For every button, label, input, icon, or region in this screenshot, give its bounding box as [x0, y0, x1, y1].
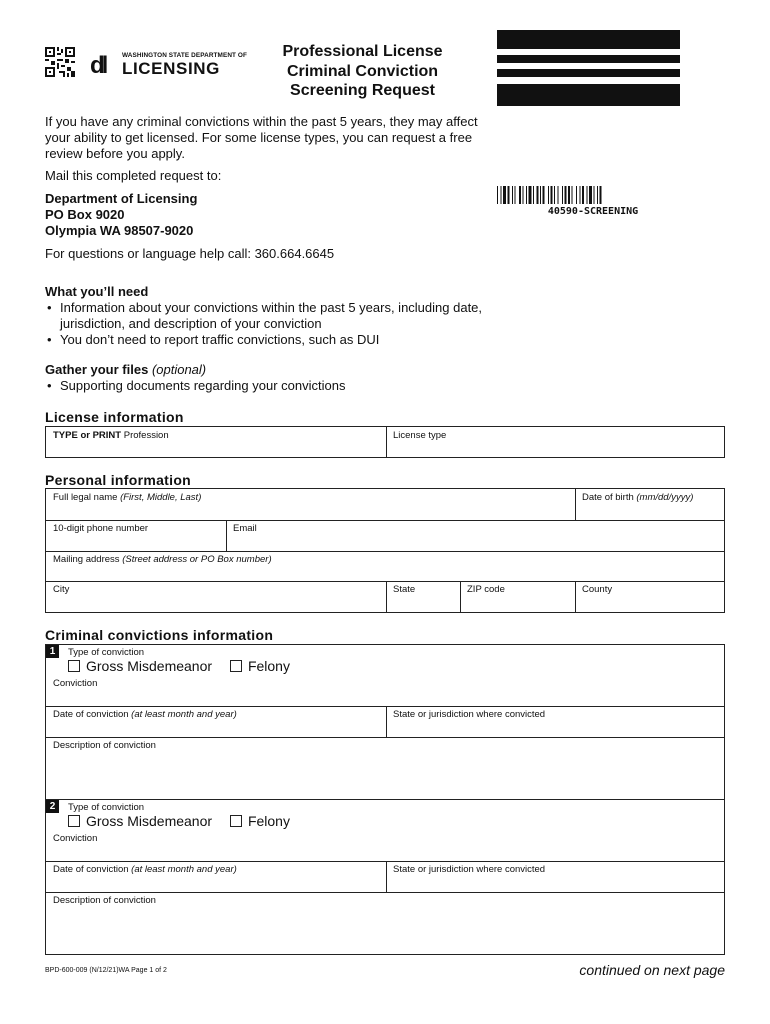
- mail-to-label: Mail this completed request to:: [45, 168, 222, 183]
- form-code: BPD-600-009 (N/12/21)WA Page 1 of 2: [45, 967, 167, 974]
- conviction-field[interactable]: [46, 675, 724, 706]
- conviction-type-options: [68, 658, 304, 674]
- conviction-label: Conviction: [53, 833, 98, 844]
- conviction-date-label: Date of conviction: [53, 709, 129, 720]
- state-field[interactable]: [386, 581, 460, 612]
- title-line-1: Professional License: [282, 43, 443, 60]
- conviction-description-label: Description of conviction: [53, 895, 156, 906]
- profession-label: Profession: [121, 430, 169, 441]
- dol-logo: [90, 50, 248, 79]
- convictions-table: [45, 644, 725, 955]
- conviction-type-label: Type of conviction: [68, 802, 145, 813]
- zip-field[interactable]: [460, 581, 575, 612]
- what-you-need-heading: What you’ll need: [45, 284, 149, 299]
- mailing-label: Mailing address: [53, 554, 120, 565]
- conviction-description-field[interactable]: [46, 737, 724, 799]
- title-line-3: Screening Request: [290, 82, 435, 99]
- intro-paragraph: If you have any criminal convictions within the past 5 years, they may affect your ability to get licensed. For some license types, you can request a free review before you apply.: [45, 114, 478, 161]
- address-line: Department of Licensing: [45, 191, 198, 206]
- title-line-2: Criminal Conviction: [286, 62, 439, 80]
- conviction-type-options: [68, 813, 304, 829]
- entry-number-badge: 1: [46, 645, 59, 658]
- conviction-description-label: Description of conviction: [53, 740, 156, 751]
- mailing-address-field[interactable]: [46, 551, 724, 581]
- dob-label: Date of birth: [582, 492, 634, 503]
- felony-option[interactable]: [230, 658, 290, 674]
- convictions-heading: Criminal convictions information: [45, 627, 274, 643]
- dol-logo-top-text: WASHINGTON STATE DEPARTMENT OF: [122, 52, 248, 59]
- continued-note: continued on next page: [579, 962, 725, 978]
- city-field[interactable]: [46, 581, 386, 612]
- conviction-date-field[interactable]: [46, 706, 386, 737]
- full-name-label: Full legal name: [53, 492, 118, 503]
- list-item: • You don’t need to report traffic convictions, such as DUI: [45, 332, 495, 348]
- conviction-date-note: (at least month and year): [131, 864, 237, 875]
- address-line: Olympia WA 98507-9020: [45, 223, 194, 238]
- phone-field[interactable]: [46, 520, 226, 551]
- license-type-field[interactable]: [386, 427, 724, 457]
- state-label: State: [393, 584, 416, 595]
- what-you-need-list: [45, 300, 495, 348]
- gross-misdemeanor-label: Gross Misdemeanor: [86, 813, 213, 829]
- jurisdiction-field[interactable]: [386, 706, 724, 737]
- list-item: • Information about your convictions within the past 5 years, including date, jurisdiction, and description of your conviction: [45, 300, 495, 332]
- qr-code-icon: [45, 47, 75, 77]
- conviction-description-field[interactable]: [46, 892, 724, 954]
- personal-info-table: [45, 488, 725, 613]
- conviction-date-field[interactable]: [46, 861, 386, 892]
- gather-files-title: Gather your files: [45, 362, 149, 377]
- entry-number-badge: 2: [46, 800, 59, 813]
- profession-field[interactable]: [46, 427, 386, 457]
- jurisdiction-field[interactable]: [386, 861, 724, 892]
- mailing-note: (Street address or PO Box number): [122, 554, 272, 565]
- questions-phone: For questions or language help call: 360.664.6645: [45, 246, 335, 261]
- license-info-table: [45, 426, 725, 458]
- gross-misdemeanor-option[interactable]: [68, 813, 212, 829]
- list-item: • Supporting documents regarding your convictions: [45, 378, 495, 394]
- conviction-type-label: Type of conviction: [68, 647, 145, 658]
- gross-misdemeanor-label: Gross Misdemeanor: [86, 658, 213, 674]
- full-name-note: (First, Middle, Last): [120, 492, 202, 503]
- conviction-date-label: Date of conviction: [53, 864, 129, 875]
- county-field[interactable]: [575, 581, 724, 612]
- gross-misdemeanor-checkbox[interactable]: [68, 660, 80, 672]
- phone-label: 10-digit phone number: [53, 523, 149, 534]
- conviction-date-note: (at least month and year): [131, 709, 237, 720]
- dol-logo-mark: dl: [90, 52, 106, 79]
- gather-files-note: (optional): [151, 362, 207, 377]
- felony-label: Felony: [247, 813, 290, 829]
- felony-checkbox[interactable]: [230, 660, 242, 672]
- felony-option[interactable]: [230, 813, 290, 829]
- gather-files-list: [45, 378, 495, 394]
- jurisdiction-label: State or jurisdiction where convicted: [393, 864, 546, 875]
- conviction-field[interactable]: [46, 830, 724, 861]
- zip-label: ZIP code: [467, 584, 505, 595]
- conviction-label: Conviction: [53, 678, 98, 689]
- gross-misdemeanor-checkbox[interactable]: [68, 815, 80, 827]
- license-info-heading: License information: [45, 409, 184, 425]
- redaction-bars: [497, 30, 680, 106]
- city-label: City: [53, 584, 70, 595]
- felony-checkbox[interactable]: [230, 815, 242, 827]
- license-type-label: License type: [393, 430, 447, 441]
- felony-label: Felony: [247, 658, 290, 674]
- email-field[interactable]: [226, 520, 724, 551]
- dob-field[interactable]: [575, 489, 724, 520]
- jurisdiction-label: State or jurisdiction where convicted: [393, 709, 546, 720]
- dol-logo-main-text: LICENSING: [122, 59, 220, 78]
- gather-files-heading: [45, 362, 206, 377]
- address-line: PO Box 9020: [45, 207, 125, 222]
- barcode-icon: [497, 186, 689, 204]
- barcode-label: 40590-SCREENING: [547, 206, 639, 217]
- profession-label-bold: TYPE or PRINT: [53, 430, 122, 441]
- full-name-field[interactable]: [46, 489, 575, 520]
- email-label: Email: [233, 523, 257, 534]
- gross-misdemeanor-option[interactable]: [68, 658, 212, 674]
- document-title: [250, 42, 475, 101]
- mailing-address-block: [45, 191, 197, 239]
- dob-note: (mm/dd/yyyy): [636, 492, 694, 503]
- personal-info-heading: Personal information: [45, 472, 192, 488]
- county-label: County: [582, 584, 613, 595]
